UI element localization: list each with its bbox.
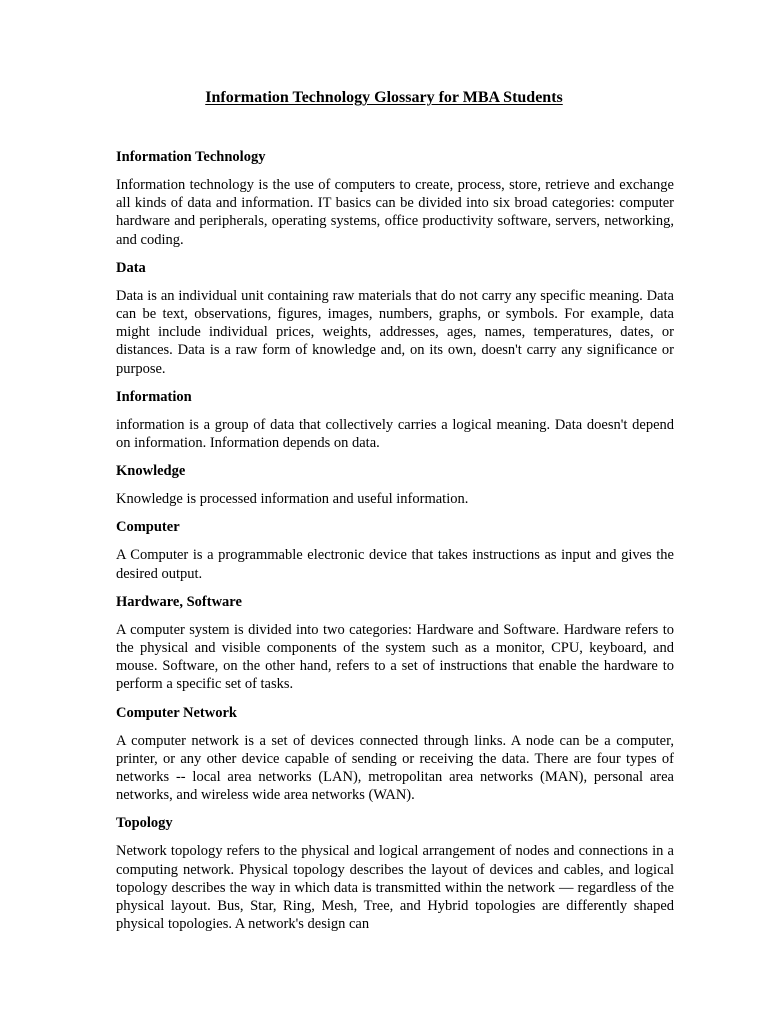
term-definition: Network topology refers to the physical and logical arrangement of nodes and connections in a computing network. Physical topology describes the layout of devices and cables, and logical topology describes the way in which data is transmitted within the network — regardless of the physical layout. Bus, Star, Ring, Mesh, Tree, and Hybrid topologies are differently shaped physical topologies. A network's design can xyxy=(116,843,674,933)
glossary-entry-knowledge xyxy=(116,462,674,508)
term-heading: Computer Network xyxy=(116,704,237,721)
term-definition: A computer network is a set of devices connected through links. A node can be a computer, printer, or any other device capable of sending or receiving the data. There are four types of networks -- local area networks (LAN), metropolitan area networks (MAN), personal area networks, and wireless wide area networks (WAN). xyxy=(116,732,674,804)
term-heading: Computer xyxy=(116,519,180,536)
term-heading: Hardware, Software xyxy=(116,593,242,610)
glossary-entry-topology xyxy=(116,814,674,933)
term-definition: Information technology is the use of computers to create, process, store, retrieve and exchange all kinds of data and information. IT basics can be divided into six broad categories: computer hardware and peripherals, operating systems, office productivity software, servers, networking, and coding. xyxy=(116,177,674,248)
glossary-entry-computer xyxy=(116,518,674,582)
glossary-content xyxy=(116,148,674,943)
term-definition: Knowledge is processed information and useful information. xyxy=(116,491,469,508)
term-definition: A computer system is divided into two categories: Hardware and Software. Hardware refers to the physical and visible components of the system such as a monitor, CPU, keyboard, and mouse. Software, on the other hand, refers to a set of instructions that enable the hardware to perform a specific set of tasks. xyxy=(116,621,674,693)
glossary-entry-hardware-software xyxy=(116,593,674,694)
term-heading: Data xyxy=(116,259,146,276)
term-definition: information is a group of data that collectively carries a logical meaning. Data doesn't depend on information. Information depends on data. xyxy=(116,416,674,452)
term-definition: Data is an individual unit containing raw materials that do not carry any specific meaning. Data can be text, observations, figures, images, numbers, graphs, or symbols. For example, data might include individual prices, weights, addresses, ages, names, temperatures, dates, or distances. Data is a raw form of knowledge and, on its own, doesn't carry any significance or purpose. xyxy=(116,287,674,377)
term-heading: Knowledge xyxy=(116,463,186,480)
glossary-entry-data xyxy=(116,259,674,378)
glossary-entry-information xyxy=(116,388,674,452)
glossary-entry-computer-network xyxy=(116,704,674,805)
glossary-entry-information-technology xyxy=(116,148,674,249)
term-heading: Topology xyxy=(116,815,173,832)
document-title: Information Technology Glossary for MBA Students xyxy=(205,89,563,106)
term-heading: Information xyxy=(116,388,192,405)
term-heading: Information Technology xyxy=(116,149,266,165)
term-definition: A Computer is a programmable electronic device that takes instructions as input and gives the desired output. xyxy=(116,547,674,582)
